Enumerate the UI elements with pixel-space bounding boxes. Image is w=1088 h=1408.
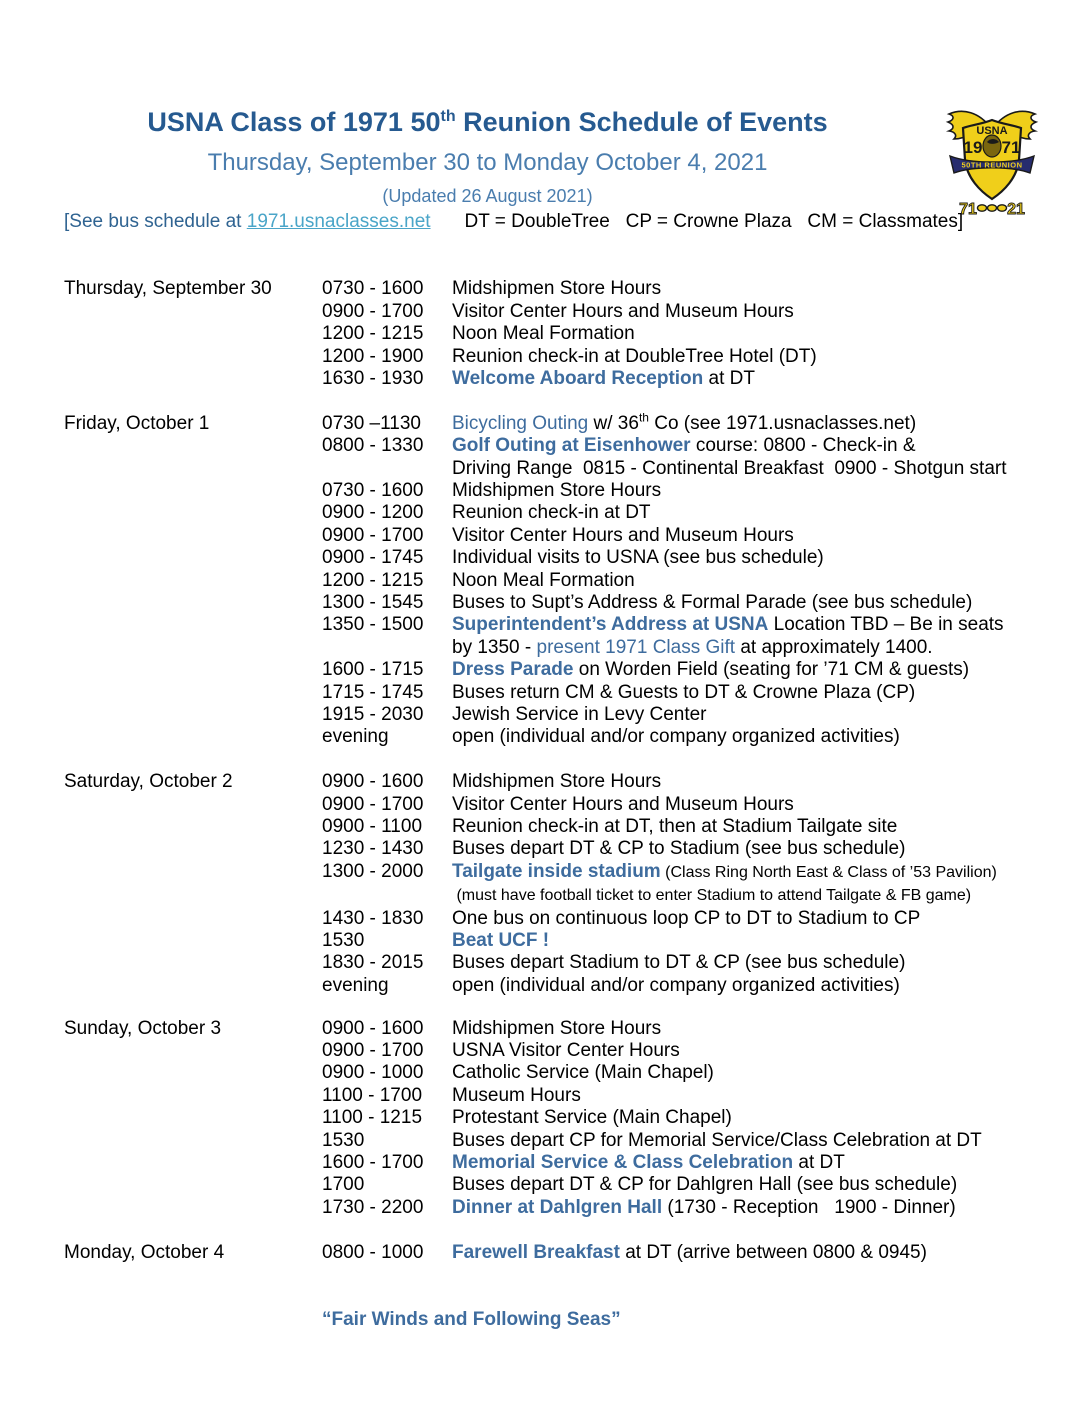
- event-description: [452, 794, 794, 816]
- event-description: [452, 704, 707, 726]
- event-highlight: Welcome Aboard Reception: [452, 368, 704, 390]
- bus-schedule-link[interactable]: 1971.usnaclasses.net: [246, 211, 431, 232]
- day-label: Sunday, October 3: [64, 1017, 222, 1039]
- closing-quote: “Fair Winds and Following Seas”: [322, 1308, 621, 1330]
- event-text: Midshipmen Store Hours: [452, 278, 662, 300]
- note-text: [See bus schedule at: [64, 211, 247, 232]
- event-text: Visitor Center Hours and Museum Hours: [452, 524, 794, 546]
- time-range: 1530: [322, 1129, 365, 1151]
- time-range: 1230 - 1430: [322, 838, 424, 860]
- event-text: at approximately 1400.: [735, 636, 933, 658]
- event-highlight: Beat UCF !: [452, 930, 550, 952]
- schedule-row: [322, 547, 1088, 569]
- time-range: 1300 - 1545: [322, 592, 424, 614]
- event-text: Museum Hours: [452, 1084, 581, 1106]
- schedule-row: [322, 614, 1088, 636]
- day-label: Saturday, October 2: [64, 771, 233, 793]
- event-highlight: Golf Outing at Eisenhower: [452, 435, 691, 457]
- event-description: [452, 1062, 714, 1084]
- schedule-row: [322, 301, 1088, 323]
- event-highlight: Superintendent’s Address at USNA: [452, 614, 769, 636]
- event-text: Noon Meal Formation: [452, 323, 635, 345]
- event-text: (must have football ticket to enter Stadium to attend Tailgate & FB game): [452, 887, 972, 905]
- event-text: on Worden Field (seating for ’71 CM & guests): [573, 659, 970, 681]
- schedule-row: [322, 1040, 1088, 1062]
- event-text: Midshipmen Store Hours: [452, 771, 662, 793]
- schedule-row: [322, 682, 1088, 704]
- event-highlight: Dinner at Dahlgren Hall: [452, 1196, 663, 1218]
- crest-icon: [940, 104, 1044, 218]
- event-description: [452, 1174, 957, 1196]
- time-range: 0730 - 1600: [322, 278, 424, 300]
- schedule-row: [322, 278, 1088, 300]
- event-text: Jewish Service in Levy Center: [452, 704, 707, 726]
- event-text: w/ 36: [588, 412, 639, 434]
- event-description: [452, 278, 661, 300]
- event-text: Midshipmen Store Hours: [452, 480, 662, 502]
- logo-chain-right: 21: [1007, 201, 1025, 218]
- time-range: 0900 - 1700: [322, 300, 424, 322]
- schedule-row: [322, 1107, 1088, 1129]
- event-description: [452, 1242, 927, 1264]
- time-range: 1700: [322, 1174, 365, 1196]
- event-text: Visitor Center Hours and Museum Hours: [452, 793, 794, 815]
- day-section: [0, 771, 1088, 997]
- event-description: [452, 659, 969, 681]
- time-range: 1600 - 1700: [322, 1152, 424, 1174]
- event-text: open (individual and/or company organized activities): [452, 974, 900, 996]
- title-text: USNA Class of 1971 50: [147, 107, 441, 137]
- day-section: [0, 410, 1088, 749]
- time-range: 0900 - 1745: [322, 547, 424, 569]
- event-description: [452, 458, 1007, 480]
- schedule-row: [322, 1152, 1088, 1174]
- time-range: 1100 - 1215: [322, 1107, 423, 1129]
- event-text: Individual visits to USNA (see bus schedule): [452, 547, 824, 569]
- event-text: Reunion check-in at DT: [452, 502, 651, 524]
- schedule-row: [322, 952, 1088, 974]
- time-range: 0730 - 1600: [322, 480, 424, 502]
- event-text: Midshipmen Store Hours: [452, 1017, 662, 1039]
- schedule-row: [322, 838, 1088, 860]
- schedule-row: [322, 323, 1088, 345]
- event-description: [452, 525, 794, 547]
- event-highlight: Bicycling Outing: [452, 412, 589, 434]
- event-text: USNA Visitor Center Hours: [452, 1040, 680, 1061]
- day-label: Monday, October 4: [64, 1241, 225, 1263]
- time-range: 0900 - 1200: [322, 502, 424, 524]
- time-range: 1530: [322, 930, 365, 952]
- day-section: [0, 1018, 1088, 1220]
- time-range: [322, 458, 452, 480]
- title-superscript: th: [440, 108, 456, 125]
- event-text: Buses return CM & Guests to DT & Crowne Plaza (CP): [452, 681, 916, 703]
- event-description: [452, 323, 635, 345]
- event-description: [452, 1197, 956, 1219]
- event-text: open (individual and/or company organized activities): [452, 726, 900, 748]
- event-text: th: [638, 410, 649, 425]
- event-description: [452, 592, 972, 614]
- title-text: Reunion Schedule of Events: [455, 107, 828, 137]
- document-header: [0, 101, 975, 207]
- schedule-row: [322, 368, 1088, 390]
- schedule-row: [322, 704, 1088, 726]
- event-description: [452, 435, 916, 457]
- time-range: evening: [322, 726, 389, 748]
- time-range: 1350 - 1500: [322, 614, 424, 636]
- time-range: 0900 - 1700: [322, 1040, 424, 1061]
- event-description: [452, 637, 933, 659]
- updated-date: (Updated 26 August 2021): [382, 186, 593, 206]
- schedule-row: [322, 771, 1088, 793]
- time-range: 0900 - 1600: [322, 1017, 424, 1039]
- time-range: 1100 - 1700: [322, 1084, 423, 1106]
- time-range: 1600 - 1715: [322, 659, 424, 681]
- event-text: Buses depart Stadium to DT & CP (see bus schedule): [452, 952, 906, 974]
- event-text: Reunion check-in at DT, then at Stadium Tailgate site: [452, 816, 898, 837]
- event-description: [452, 908, 920, 930]
- time-range: 0900 - 1700: [322, 524, 424, 546]
- day-label: Friday, October 1: [64, 412, 210, 434]
- event-text: (Class Ring North East & Class of ’53 Pavilion): [660, 863, 997, 881]
- schedule-row: [322, 1062, 1088, 1084]
- event-description: [452, 346, 817, 368]
- event-text: Buses depart CP for Memorial Service/Class Celebration at DT: [452, 1129, 982, 1151]
- event-text: (1730 - Reception 1900 - Dinner): [662, 1196, 956, 1218]
- event-description: [452, 547, 824, 569]
- day-section: [0, 278, 1088, 390]
- event-description: [452, 1018, 661, 1040]
- schedule-row: [322, 794, 1088, 816]
- time-range: [322, 637, 452, 659]
- schedule-row: [322, 816, 1088, 838]
- schedule-row: [322, 1085, 1088, 1107]
- event-description: [452, 930, 549, 952]
- event-description: [452, 1085, 581, 1107]
- page-title: [0, 101, 975, 138]
- event-description: [452, 410, 917, 435]
- time-range: 0900 - 1600: [322, 771, 424, 793]
- schedule-row: [322, 525, 1088, 547]
- time-range: 1200 - 1215: [322, 569, 424, 591]
- logo-banner-text: 50TH REUNION: [961, 160, 1023, 170]
- time-range: 0730 –1130: [322, 412, 421, 434]
- event-highlight: present 1971 Class Gift: [536, 636, 736, 658]
- event-highlight: Memorial Service & Class Celebration: [452, 1152, 794, 1174]
- event-text: Noon Meal Formation: [452, 569, 635, 591]
- event-description: [452, 838, 905, 860]
- time-range: 0800 - 1000: [322, 1241, 424, 1263]
- time-range: 0900 - 1000: [322, 1062, 424, 1084]
- event-description: [452, 682, 915, 704]
- event-description: [452, 480, 661, 502]
- event-text: at DT: [793, 1152, 845, 1174]
- event-description: [452, 368, 755, 390]
- event-text: One bus on continuous loop CP to DT to Stadium to CP: [452, 907, 921, 929]
- schedule-row: [322, 410, 1088, 435]
- schedule-row: [322, 480, 1088, 502]
- time-range: 1200 - 1900: [322, 345, 424, 367]
- time-range: 1430 - 1830: [322, 907, 424, 929]
- day-label: Thursday, September 30: [64, 278, 272, 300]
- schedule-row: [322, 861, 1088, 884]
- event-text: Buses depart DT & CP for Dahlgren Hall (see bus schedule): [452, 1174, 958, 1196]
- date-range-subtitle: Thursday, September 30 to Monday October 4, 2021: [207, 149, 768, 176]
- event-description: [452, 975, 900, 997]
- event-highlight: Dress Parade: [452, 659, 574, 681]
- event-text: Protestant Service (Main Chapel): [452, 1107, 732, 1129]
- abbreviation-key: DT = DoubleTree CP = Crowne Plaza CM = Classmates]: [464, 211, 964, 232]
- event-text: Buses to Supt’s Address & Formal Parade (see bus schedule): [452, 592, 973, 614]
- event-description: [452, 1107, 732, 1129]
- schedule-row: [322, 884, 1088, 907]
- event-text: at DT (arrive between 0800 & 0945): [619, 1241, 927, 1263]
- event-text: Buses depart DT & CP to Stadium (see bus schedule): [452, 838, 906, 860]
- time-range: 0900 - 1700: [322, 793, 424, 815]
- time-range: 0800 - 1330: [322, 435, 424, 457]
- schedule-row: [322, 346, 1088, 368]
- schedule-row: [322, 435, 1088, 457]
- event-description: [452, 1040, 680, 1062]
- schedule-row: [322, 930, 1088, 952]
- logo-chain-left: 71: [959, 201, 977, 218]
- event-description: [452, 861, 997, 884]
- time-range: 1915 - 2030: [322, 704, 424, 726]
- event-description: [452, 1130, 982, 1152]
- schedule-row: [322, 592, 1088, 614]
- time-range: 0900 - 1100: [322, 816, 423, 837]
- event-description: [452, 1152, 845, 1174]
- event-description: [452, 816, 897, 838]
- schedule-row: [322, 1197, 1088, 1219]
- event-highlight: Tailgate inside stadium: [452, 860, 661, 882]
- event-highlight: Farewell Breakfast: [452, 1241, 620, 1263]
- logo-year-left: 19: [963, 138, 983, 157]
- event-description: [452, 726, 900, 748]
- event-text: by 1350 -: [452, 636, 537, 658]
- time-range: 1200 - 1215: [322, 323, 424, 345]
- event-description: [452, 570, 635, 592]
- bus-schedule-note: [64, 211, 963, 233]
- schedule-row: [322, 570, 1088, 592]
- event-description: [452, 614, 1004, 636]
- event-text: at DT: [703, 368, 756, 390]
- schedule-row: [322, 726, 1088, 748]
- schedule-row: [322, 637, 1088, 659]
- schedule-row: [322, 1242, 1088, 1264]
- schedule-row: [322, 458, 1088, 480]
- schedule-row: [322, 502, 1088, 524]
- time-range: 1830 - 2015: [322, 952, 424, 974]
- schedule-row: [322, 1174, 1088, 1196]
- schedule-row: [322, 1018, 1088, 1040]
- event-text: Visitor Center Hours and Museum Hours: [452, 300, 794, 322]
- reunion-crest-logo: [940, 104, 1044, 218]
- event-description: [452, 502, 651, 524]
- time-range: evening: [322, 974, 389, 996]
- logo-year-right: 71: [1001, 138, 1021, 157]
- event-text: Location TBD – Be in seats: [768, 614, 1004, 636]
- time-range: 1715 - 1745: [322, 681, 424, 703]
- logo-academy-text: USNA: [976, 125, 1008, 137]
- event-description: [452, 301, 794, 323]
- schedule-row: [322, 975, 1088, 997]
- event-description: [452, 884, 971, 907]
- day-section: [0, 1242, 1088, 1264]
- event-description: [452, 771, 661, 793]
- event-text: Catholic Service (Main Chapel): [452, 1062, 714, 1084]
- time-range: 1730 - 2200: [322, 1196, 424, 1218]
- schedule-row: [322, 659, 1088, 681]
- event-text: Reunion check-in at DoubleTree Hotel (DT): [452, 345, 817, 367]
- schedule-row: [322, 1130, 1088, 1152]
- time-range: 1630 - 1930: [322, 368, 424, 390]
- event-description: [452, 952, 905, 974]
- time-range: 1300 - 2000: [322, 860, 424, 882]
- event-text: Co (see 1971.usnaclasses.net): [648, 412, 917, 434]
- time-range: [322, 884, 452, 907]
- event-text: course: 0800 - Check-in &: [690, 435, 916, 457]
- event-text: Driving Range 0815 - Continental Breakfast 0900 - Shotgun start: [452, 457, 1007, 479]
- schedule-row: [322, 908, 1088, 930]
